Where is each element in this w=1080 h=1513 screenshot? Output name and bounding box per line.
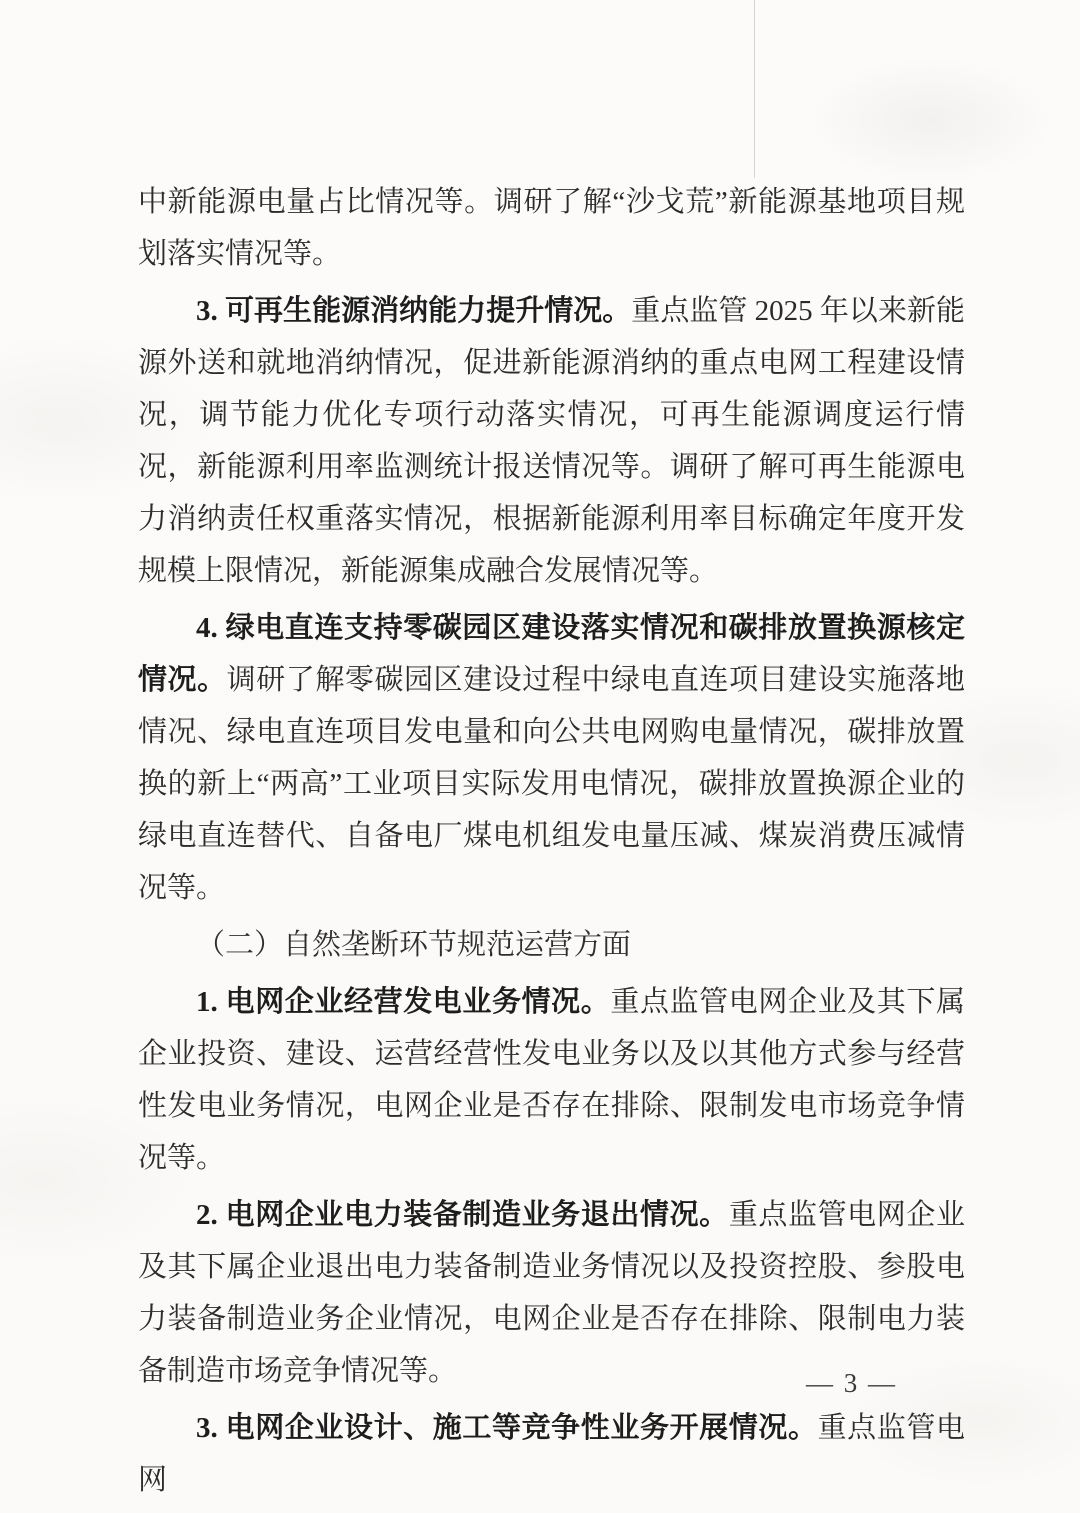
paragraph-text: 中新能源电量占比情况等。调研了解“沙戈荒”新能源基地项目规划落实情况等。 [138,186,965,270]
item-body: 重点监管 2025 年以来新能源外送和就地消纳情况，促进新能源消纳的重点电网工程建设情况，调节能力优化专项行动落实情况，可再生能源调度运行情况，新能源利用率监测统计报送情况等。调研了解可再生能源电力消纳责任权重落实情况，根据新能源利用率目标确定年度开发规模上限情况，新能源集成融合发展情况等。 [138,295,965,587]
document-body [138,176,965,1506]
section-heading-natural-monopoly [138,919,965,971]
paragraph-item-1-grid-generation [138,976,965,1184]
item-body: 重点监管电网企业及其下属企业投资、建设、运营经营性发电业务以及以其他方式参与经营性发电业务情况，电网企业是否存在排除、限制发电市场竞争情况等。 [138,986,965,1174]
paragraph-item-3-renewable-consumption [138,285,965,597]
paragraph-item-4-green-power [138,602,965,914]
item-heading: 1. 电网企业经营发电业务情况。 [196,986,611,1018]
paragraph-continuation [138,176,965,280]
item-heading: 2. 电网企业电力装备制造业务退出情况。 [196,1199,729,1231]
scan-artifact-line [754,0,755,178]
paragraph-item-3-design-construction [138,1402,965,1506]
item-heading: 3. 电网企业设计、施工等竞争性业务开展情况。 [196,1412,818,1444]
item-body: 重点监管电网 [138,1412,965,1496]
section-heading-text: （二）自然垄断环节规范运营方面 [196,929,632,961]
item-body: 重点监管电网企业及其下属企业退出电力装备制造业务情况以及投资控股、参股电力装备制造业务企业情况，电网企业是否存在排除、限制电力装备制造市场竞争情况等。 [138,1199,965,1387]
item-body: 调研了解零碳园区建设过程中绿电直连项目建设实施落地情况、绿电直连项目发电量和向公共电网购电量情况，碳排放置换的新上“两高”工业项目实际发用电情况，碳排放置换源企业的绿电直连替代、自备电厂煤电机组发电量压减、煤炭消费压减情况等。 [138,664,965,904]
page-number: — 3 — [806,1368,897,1398]
item-heading: 4. 绿电直连支持零碳园区建设落实情况和碳排放置换源核定情况。 [138,612,965,696]
item-heading: 3. 可再生能源消纳能力提升情况。 [196,295,632,327]
